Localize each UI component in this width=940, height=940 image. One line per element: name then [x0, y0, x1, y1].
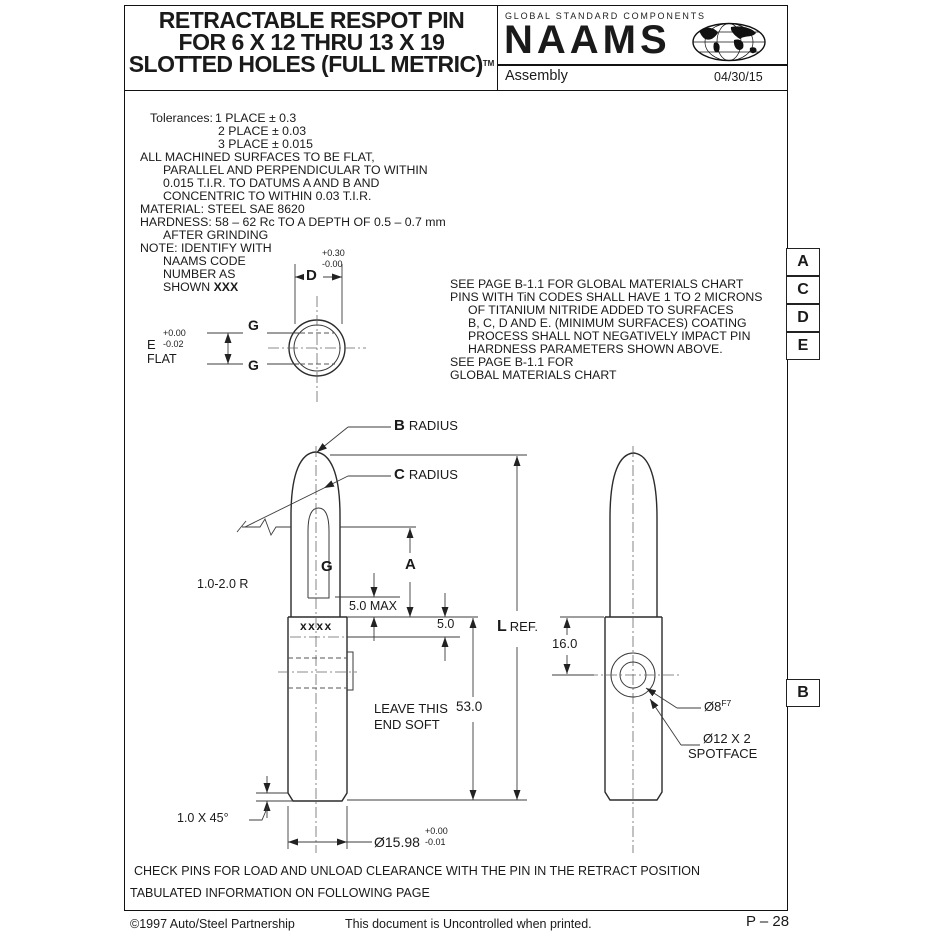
dia-body-tol-minus: -0.01	[425, 837, 446, 847]
dim-e: E	[147, 337, 156, 352]
brand-logo: NAAMS	[504, 18, 671, 62]
id-note-3: NUMBER AS	[163, 267, 236, 281]
dim-a: A	[405, 556, 416, 573]
leave-soft-1: LEAVE THIS	[374, 701, 448, 716]
brand-subtitle: Assembly	[505, 68, 568, 84]
machined-note-1: ALL MACHINED SURFACES TO BE FLAT,	[140, 150, 375, 164]
title-line-3: SLOTTED HOLES (FULL METRIC)™	[128, 51, 495, 77]
dim-5max: 5.0 MAX	[349, 599, 397, 613]
front-view	[237, 427, 527, 853]
tolerances-label: Tolerances:	[150, 111, 213, 125]
id-mark: xxxx	[300, 619, 333, 633]
dim-dia-body: Ø15.98	[374, 834, 420, 850]
materials-note-5: PROCESS SHALL NOT NEGATIVELY IMPACT PIN	[468, 329, 751, 343]
d-tolerance-minus: -0.00	[322, 259, 343, 269]
id-note-1: NOTE: IDENTIFY WITH	[140, 241, 272, 255]
c-radius-label: C RADIUS	[394, 466, 458, 483]
hardness-note: HARDNESS: 58 – 62 Rc TO A DEPTH OF 0.5 – 0.7 mm	[140, 215, 446, 229]
bottom-note-1: CHECK PINS FOR LOAD AND UNLOAD CLEARANCE WITH THE PIN IN THE RETRACT POSITION	[134, 864, 701, 878]
datum-flag-d: D	[786, 304, 820, 332]
footer-uncontrolled-note: This document is Uncontrolled when printed.	[345, 917, 592, 931]
bottom-note-2: TABULATED INFORMATION ON FOLLOWING PAGE	[130, 886, 430, 900]
machined-note-4: CONCENTRIC TO WITHIN 0.03 T.I.R.	[163, 189, 372, 203]
e-tolerance-minus: -0.02	[163, 339, 184, 349]
title-line-2: FOR 6 X 12 THRU 13 X 19	[178, 29, 445, 55]
materials-note-6: HARDNESS PARAMETERS SHOWN ABOVE.	[468, 342, 723, 356]
dim-dia12: Ø12 X 2	[703, 731, 751, 746]
shoulder-radius-label: 1.0-2.0 R	[197, 577, 249, 591]
dim-dia8: $Ø8^{F7}$	[704, 698, 732, 714]
materials-note-4: B, C, D AND E. (MINIMUM SURFACES) COATING	[468, 316, 747, 330]
flat-label: FLAT	[147, 352, 177, 366]
chamfer-label: 1.0 X 45°	[177, 811, 229, 825]
dim-d: D	[306, 267, 317, 284]
brand-tagline: GLOBAL STANDARD COMPONENTS	[505, 11, 706, 21]
dim-53: 53.0	[453, 699, 485, 714]
tolerance-1: 1 PLACE ± 0.3	[215, 111, 297, 125]
machined-note-3: 0.015 T.I.R. TO DATUMS A AND B AND	[163, 176, 380, 190]
spotface-label: SPOTFACE	[688, 746, 758, 761]
dim-l-ref: L REF.	[494, 618, 541, 636]
top-view	[207, 264, 366, 402]
datum-flag-b: B	[786, 679, 820, 707]
b-radius-label: B RADIUS	[394, 417, 458, 434]
d-tolerance-plus: +0.30	[322, 248, 345, 258]
datum-flag-a: A	[786, 248, 820, 276]
tolerance-2: 2 PLACE ± 0.03	[218, 124, 307, 138]
title-line-1: RETRACTABLE RESPOT PIN	[158, 7, 465, 33]
materials-note-2: PINS WITH TiN CODES SHALL HAVE 1 TO 2 MICRONS	[450, 290, 763, 304]
trademark-symbol: TM	[482, 59, 495, 68]
material-note: MATERIAL: STEEL SAE 8620	[140, 202, 305, 216]
dim-g-bottom: G	[248, 357, 259, 373]
dia-body-tol-plus: +0.00	[425, 826, 448, 836]
materials-note-8: GLOBAL MATERIALS CHART	[450, 368, 617, 382]
machined-note-2: PARALLEL AND PERPENDICULAR TO WITHIN	[163, 163, 428, 177]
leave-soft-2: END SOFT	[374, 717, 440, 732]
id-note-2: NAAMS CODE	[163, 254, 246, 268]
materials-note-7: SEE PAGE B-1.1 FOR	[450, 355, 574, 369]
dim-5: 5.0	[437, 617, 455, 631]
hardness-note-2: AFTER GRINDING	[163, 228, 269, 242]
id-note-4: SHOWN XXX	[163, 280, 239, 294]
dim-16: 16.0	[549, 636, 580, 651]
revision-date: 04/30/15	[714, 70, 763, 84]
datum-flag-e: E	[786, 332, 820, 360]
footer-copyright: ©1997 Auto/Steel Partnership	[130, 917, 295, 931]
dim-g-shaft: G	[321, 558, 333, 575]
materials-note-3: OF TITANIUM NITRIDE ADDED TO SURFACES	[468, 303, 734, 317]
footer-page-number: P – 28	[746, 913, 790, 930]
datum-flag-c: C	[786, 276, 820, 304]
tolerance-3: 3 PLACE ± 0.015	[218, 137, 313, 151]
dim-g-top: G	[248, 317, 259, 333]
e-tolerance-plus: +0.00	[163, 328, 186, 338]
materials-note-1: SEE PAGE B-1.1 FOR GLOBAL MATERIALS CHART	[450, 277, 744, 291]
